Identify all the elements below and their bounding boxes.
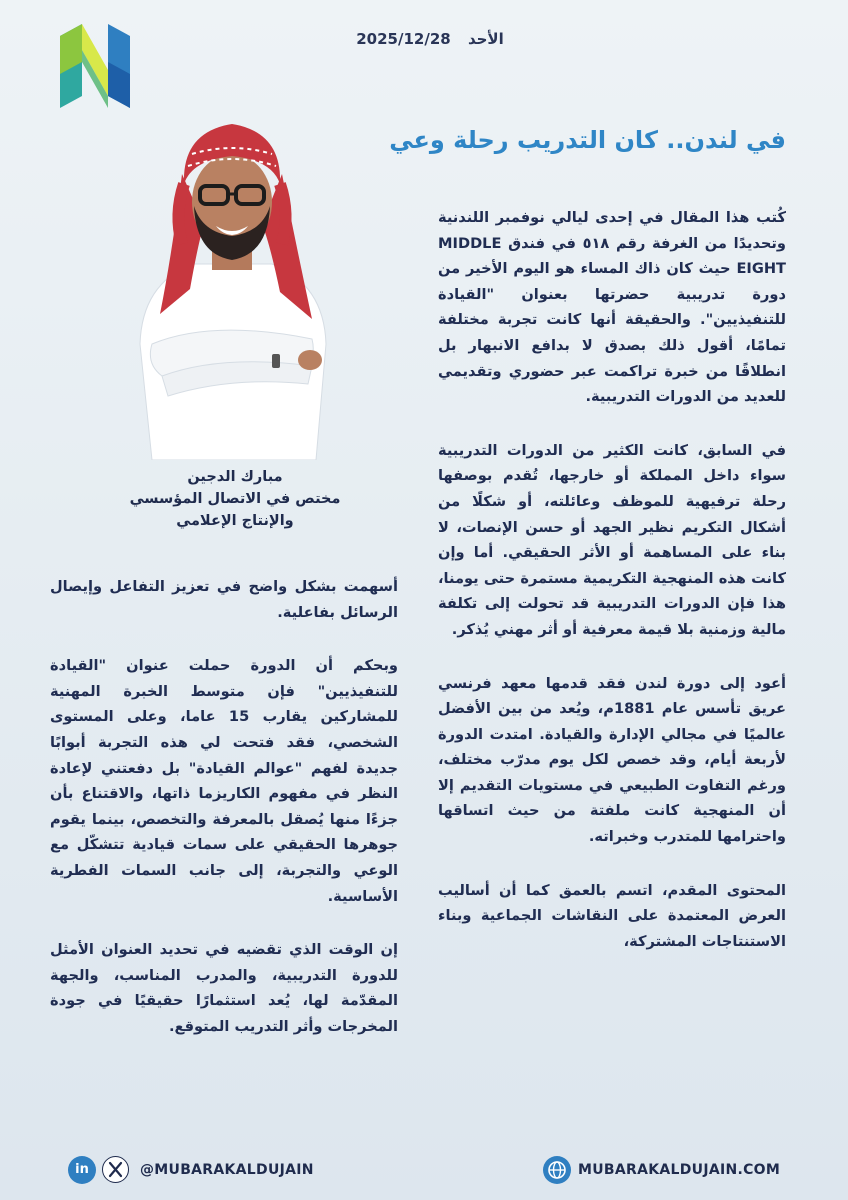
author-name: مبارك الدجين	[187, 469, 283, 485]
website-link[interactable]: MUBARAKALDUJAIN.COM	[578, 1162, 781, 1178]
paragraph: في السابق، كانت الكثير من الدورات التدريبية سواء داخل المملكة أو خارجها، تُقدم بوصفها رحلة ترفيهية للموظف وعائلته، أو شكلًا من أشكال التكريم نظير الجهد أو حسن الإنصات، لا بناء على المساهمة أو الأثر الحقيقي. أما وإن كانت هذه المنهجية التكريمية مستمرة حتى يومنا، هذا فإن الدورات التدريبية قد تحولت إلى تكلفة مالية وزمنية بلا قيمة معرفية أو أثر مهني يُذكر.	[438, 441, 786, 638]
paragraph: إن الوقت الذي تقضيه في تحديد العنوان الأمثل للدورة التدريبية، والمدرب المناسب، والجهة المقدّمة لها، يُعد استثمارًا حقيقيًا في جودة المخرجات وأثر التدريب المتوقع.	[50, 941, 398, 1035]
article-right-column	[438, 205, 786, 982]
x-icon[interactable]	[102, 1156, 129, 1183]
author-title-line2: والإنتاج الإعلامي	[176, 513, 294, 529]
date-day: الأحد	[467, 30, 504, 48]
paragraph: أسهمت بشكل واضح في تعزيز التفاعل وإيصال الرسائل بفاعلية.	[50, 578, 398, 621]
author-photo	[112, 114, 352, 460]
paragraph: وبحكم أن الدورة حملت عنوان "القيادة للتنفيذيين" فإن متوسط الخبرة المهنية للمشاركين يقارب 15 عاما، وعلى المستوى الشخصي، فقد فتحت لي هذه التجربة أبوابًا جديدة لفهم "عوالم القيادة" بل دفعتني لإعادة النظر في مفهوم الكاريزما ذاتها، والاقتناع بأن جزءًا منها يُصقل بالمعرفة والتخصص، بينما يقوم جوهرها الحقيقي على سمات قيادية تتشكّل مع الوعي والتجربة، إلى جانب السمات الفطرية الأساسية.	[50, 657, 398, 905]
author-caption	[120, 466, 350, 532]
logo-icon	[52, 22, 138, 110]
social-handle[interactable]: @MUBARAKALDUJAIN	[140, 1162, 314, 1178]
globe-icon[interactable]	[543, 1156, 571, 1184]
author-title-line1: مختص في الاتصال المؤسسي	[129, 491, 341, 507]
date-value: 2025/12/28	[356, 30, 451, 48]
paragraph: المحتوى المقدم، اتسم بالعمق كما أن أساليب العرض المعتمدة على النقاشات الجماعية وبناء الاستنتاجات المشتركة،	[438, 881, 786, 950]
linkedin-icon[interactable]: in	[68, 1156, 96, 1184]
article-left-column	[50, 574, 398, 1068]
paragraph: كُتب هذا المقال في إحدى ليالي نوفمبر اللندنية وتحديدًا من الغرفة رقم ٥١٨ في فندق MIDDLE EIGHT حيث كان ذاك المساء هو اليوم الأخير من دورة تدريبية حضرتها بعنوان "القيادة للتنفيذيين". والحقيقة أنها كانت تجربة مختلفة تمامًا، أقول ذلك بصدق لا بدافع الانبهار بل انطلاقًا من خبرة تراكمت عبر حضوري وتقديمي للعديد من الدورات التدريبية.	[438, 209, 786, 406]
article-title: في لندن.. كان التدريب رحلة وعي	[389, 126, 786, 154]
paragraph: أعود إلى دورة لندن فقد قدمها معهد فرنسي عريق تأسس عام 1881م، ويُعد من بين الأفضل عالميًا في مجالي الإدارة والقيادة. امتدت الدورة لأربعة أيام، وقد خصص لكل يوم مدرّب مختلف، ورغم التفاوت الطبيعي في مستويات التقديم إلا أن المنهجية كانت ملفتة من حيث اتساقها واحترامها للمتدرب وخبراته.	[438, 674, 786, 846]
date-line	[330, 30, 530, 48]
